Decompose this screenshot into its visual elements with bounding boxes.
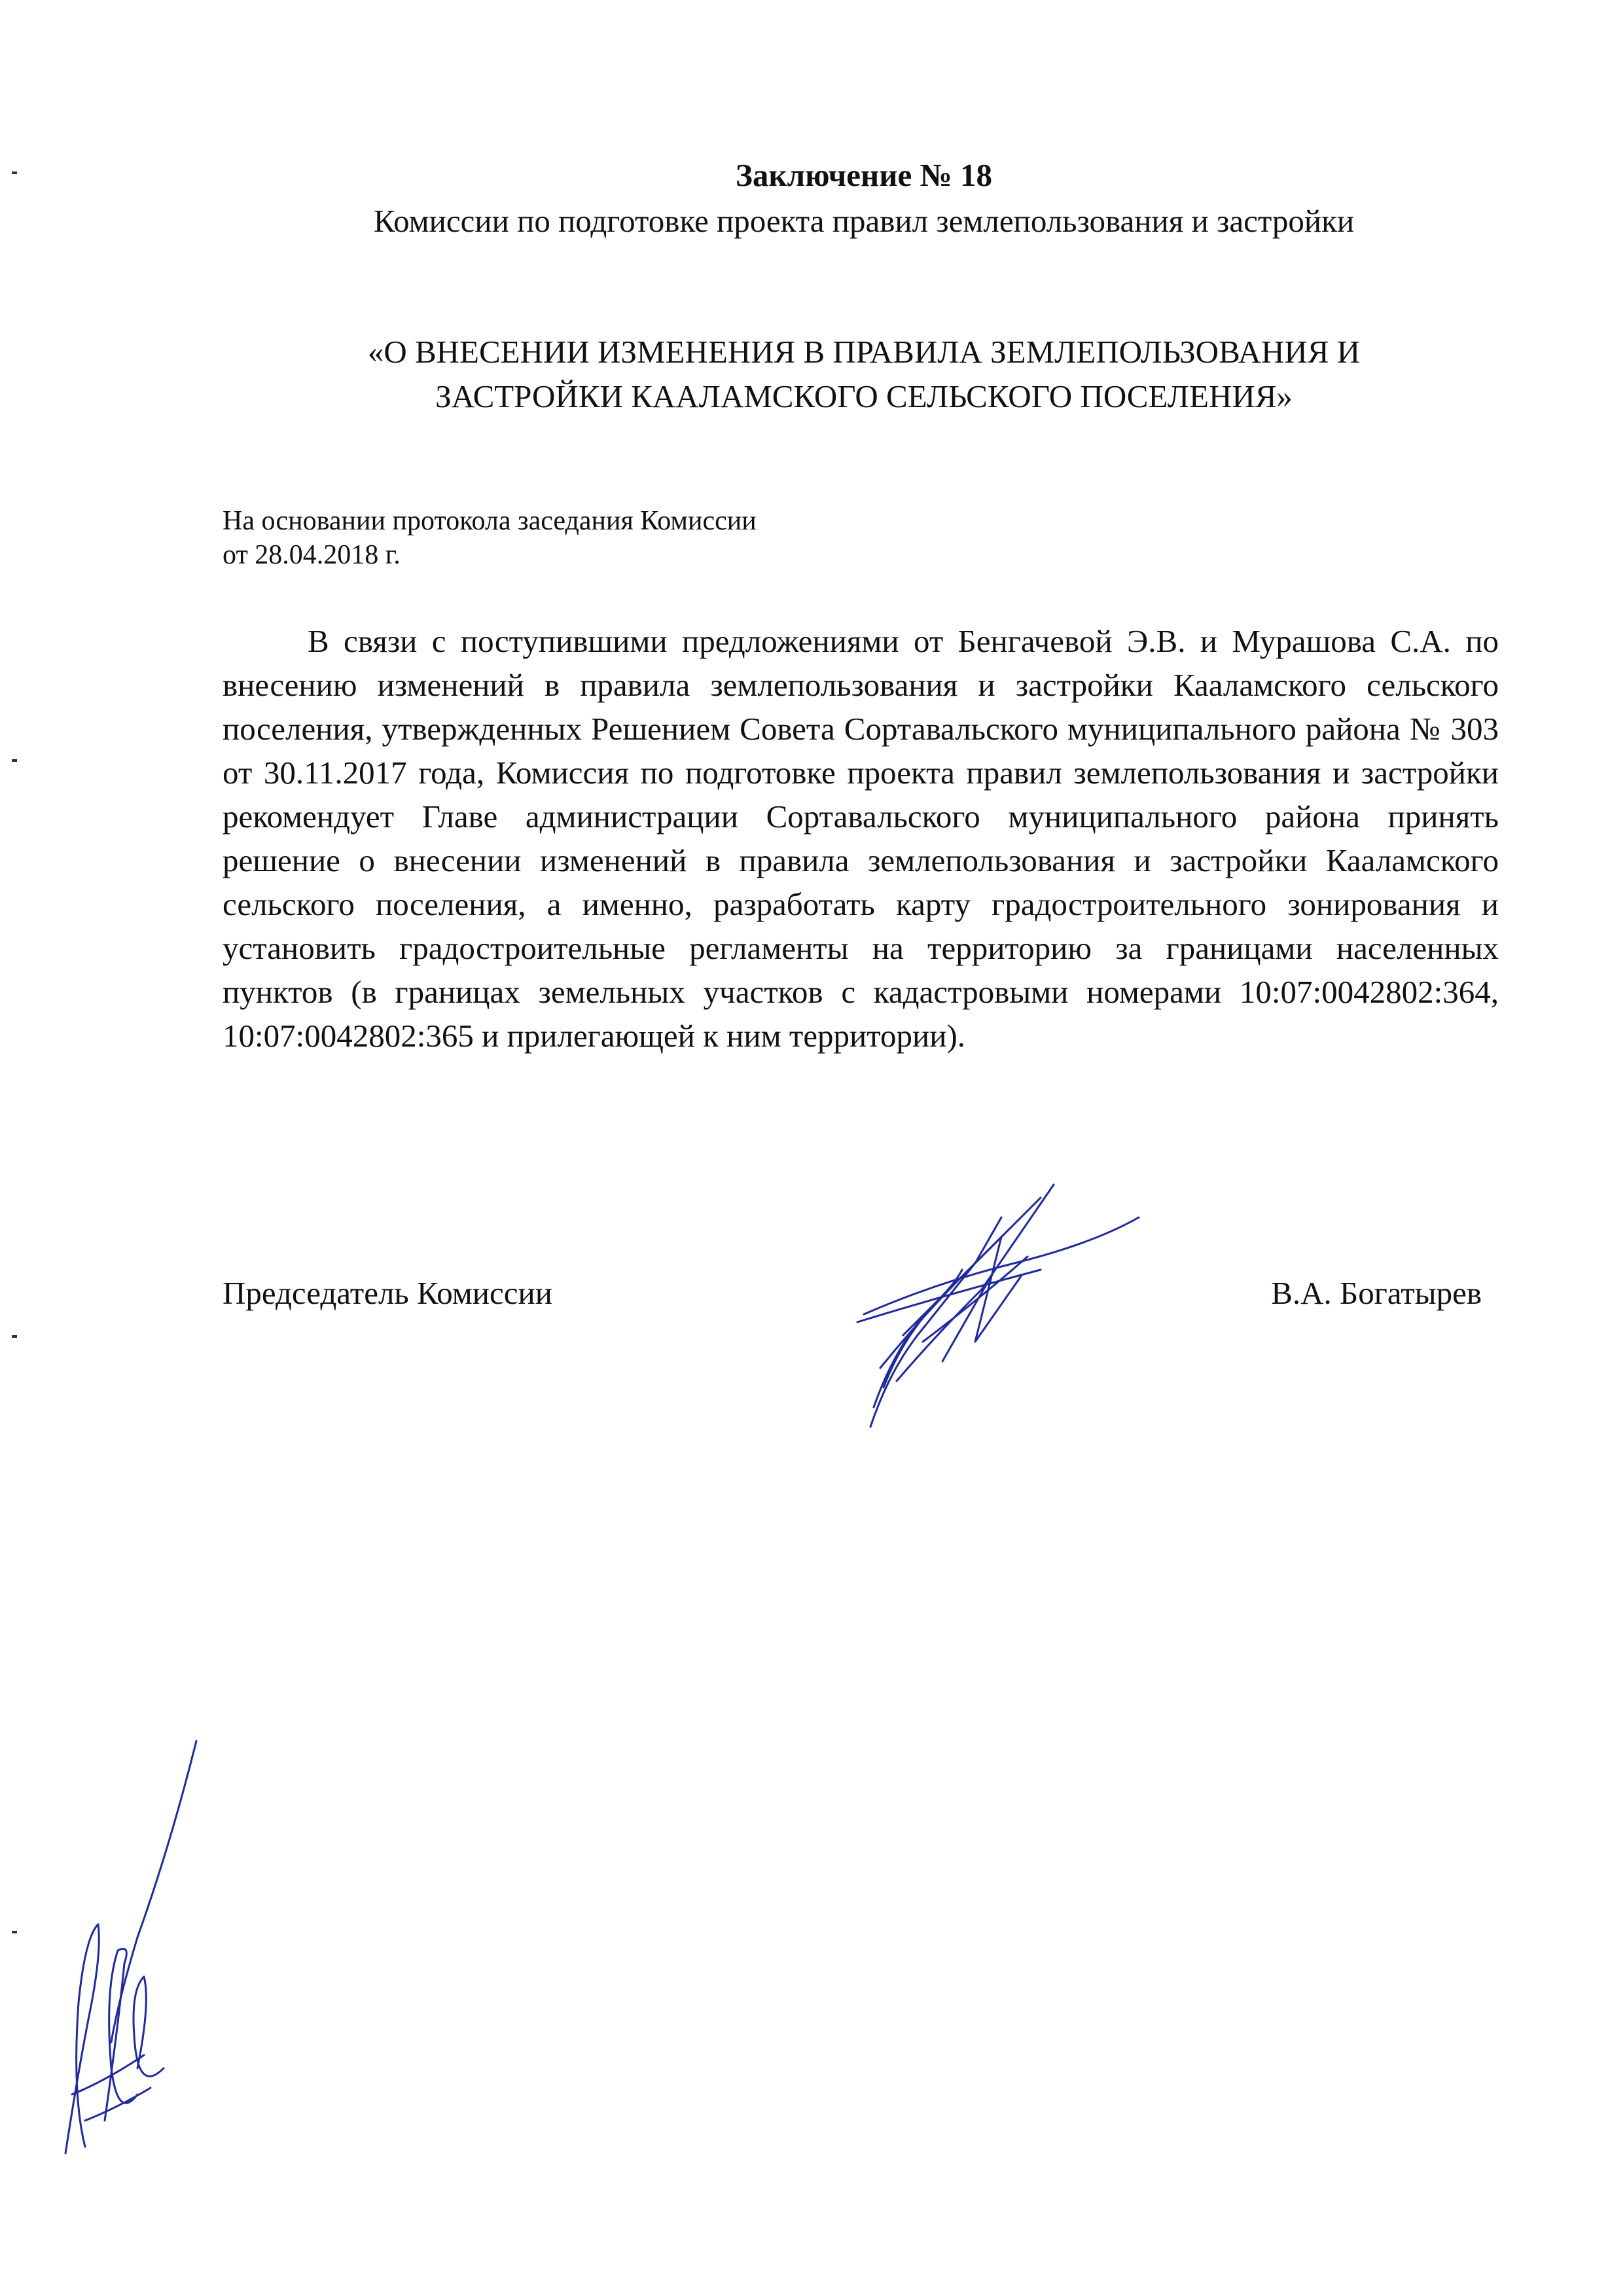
basis-date: от 28.04.2018 г.: [223, 540, 401, 570]
margin-dot: [12, 759, 17, 762]
handwritten-signature: [844, 1172, 1158, 1446]
signature-strokes: [857, 1185, 1139, 1427]
document-title: Заключение № 18: [736, 157, 992, 193]
signatory-role: Председатель Комиссии: [223, 1275, 552, 1311]
margin-dot: [12, 171, 17, 174]
margin-dot: [12, 1931, 17, 1933]
signatory-name: В.А. Богатырев: [1271, 1275, 1482, 1311]
body-paragraph: В связи с поступившими предложениями от Бенгачевой Э.В. и Мурашова С.А. по внесению изменений в правила землепользования и застройки Кааламского сельского поселения, утвержденных Решением Совета Сортавальского муниципального района № 303 от 30.11.2017 года, Комиссия по подготовке проекта правил землепользования и застройки рекомендует Главе администрации Сортавальского муниципального района принять решение о внесении изменений в правила землепользования и застройки Кааламского сельского поселения, а именно, разработать карту градостроительного зонирования и установить градостроительные регламенты на территорию за границами населенных пунктов (в границах земельных участков с кадастровыми номерами 10:07:0042802:364, 10:07:0042802:365 и прилегающей к ним территории).: [223, 623, 1499, 1054]
heading-line-1: «О ВНЕСЕНИИ ИЗМЕНЕНИЯ В ПРАВИЛА ЗЕМЛЕПОЛЬЗОВАНИЯ И: [367, 334, 1361, 370]
document-subtitle: Комиссии по подготовке проекта правил землепользования и застройки: [373, 203, 1355, 239]
initials-strokes: [65, 1741, 196, 2153]
document-heading: [223, 330, 1505, 419]
heading-line-2: ЗАСТРОЙКИ КААЛАМСКОГО СЕЛЬСКОГО ПОСЕЛЕНИЯ»: [435, 378, 1293, 414]
margin-dot: [12, 1335, 17, 1338]
margin-initials: [39, 1728, 209, 2199]
basis-line-1: На основании протокола заседания Комиссии: [223, 506, 757, 536]
basis-reference: [223, 504, 1204, 572]
